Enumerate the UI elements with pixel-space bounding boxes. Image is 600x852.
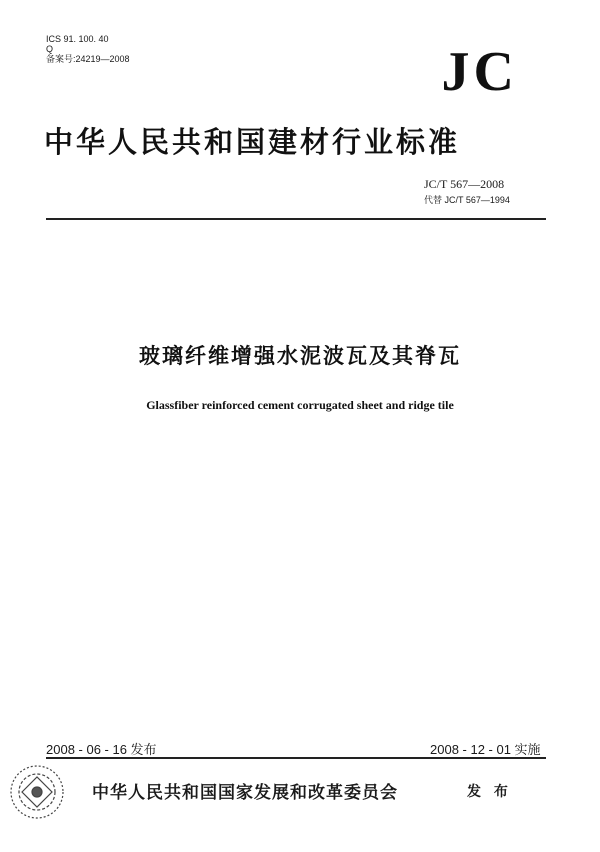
publisher-name: 中华人民共和国国家发展和改革委员会 bbox=[92, 783, 398, 803]
footer-divider bbox=[46, 757, 546, 759]
emblem-seal-icon bbox=[2, 762, 72, 822]
header-divider bbox=[46, 218, 546, 220]
filing-number: 备案号:24219—2008 bbox=[46, 54, 130, 64]
standard-number: JC/T 567—2008 bbox=[424, 177, 505, 191]
implement-date: 2008 - 12 - 01 实施 bbox=[430, 742, 541, 757]
document-title-en: Glassfiber reinforced cement corrugated sheet and ridge tile bbox=[146, 398, 454, 412]
standard-title: 中华人民共和国建材行业标准 bbox=[44, 125, 461, 159]
publish-label: 发 布 bbox=[467, 784, 512, 800]
jc-logo: JC bbox=[441, 41, 518, 103]
ics-code: ICS 91. 100. 40 bbox=[46, 34, 109, 44]
replaces-standard: 代替 JC/T 567—1994 bbox=[424, 195, 510, 205]
issue-date: 2008 - 06 - 16 发布 bbox=[46, 742, 157, 757]
category-code: Q bbox=[46, 44, 54, 54]
document-title-cn: 玻璃纤维增强水泥波瓦及其脊瓦 bbox=[139, 344, 461, 368]
